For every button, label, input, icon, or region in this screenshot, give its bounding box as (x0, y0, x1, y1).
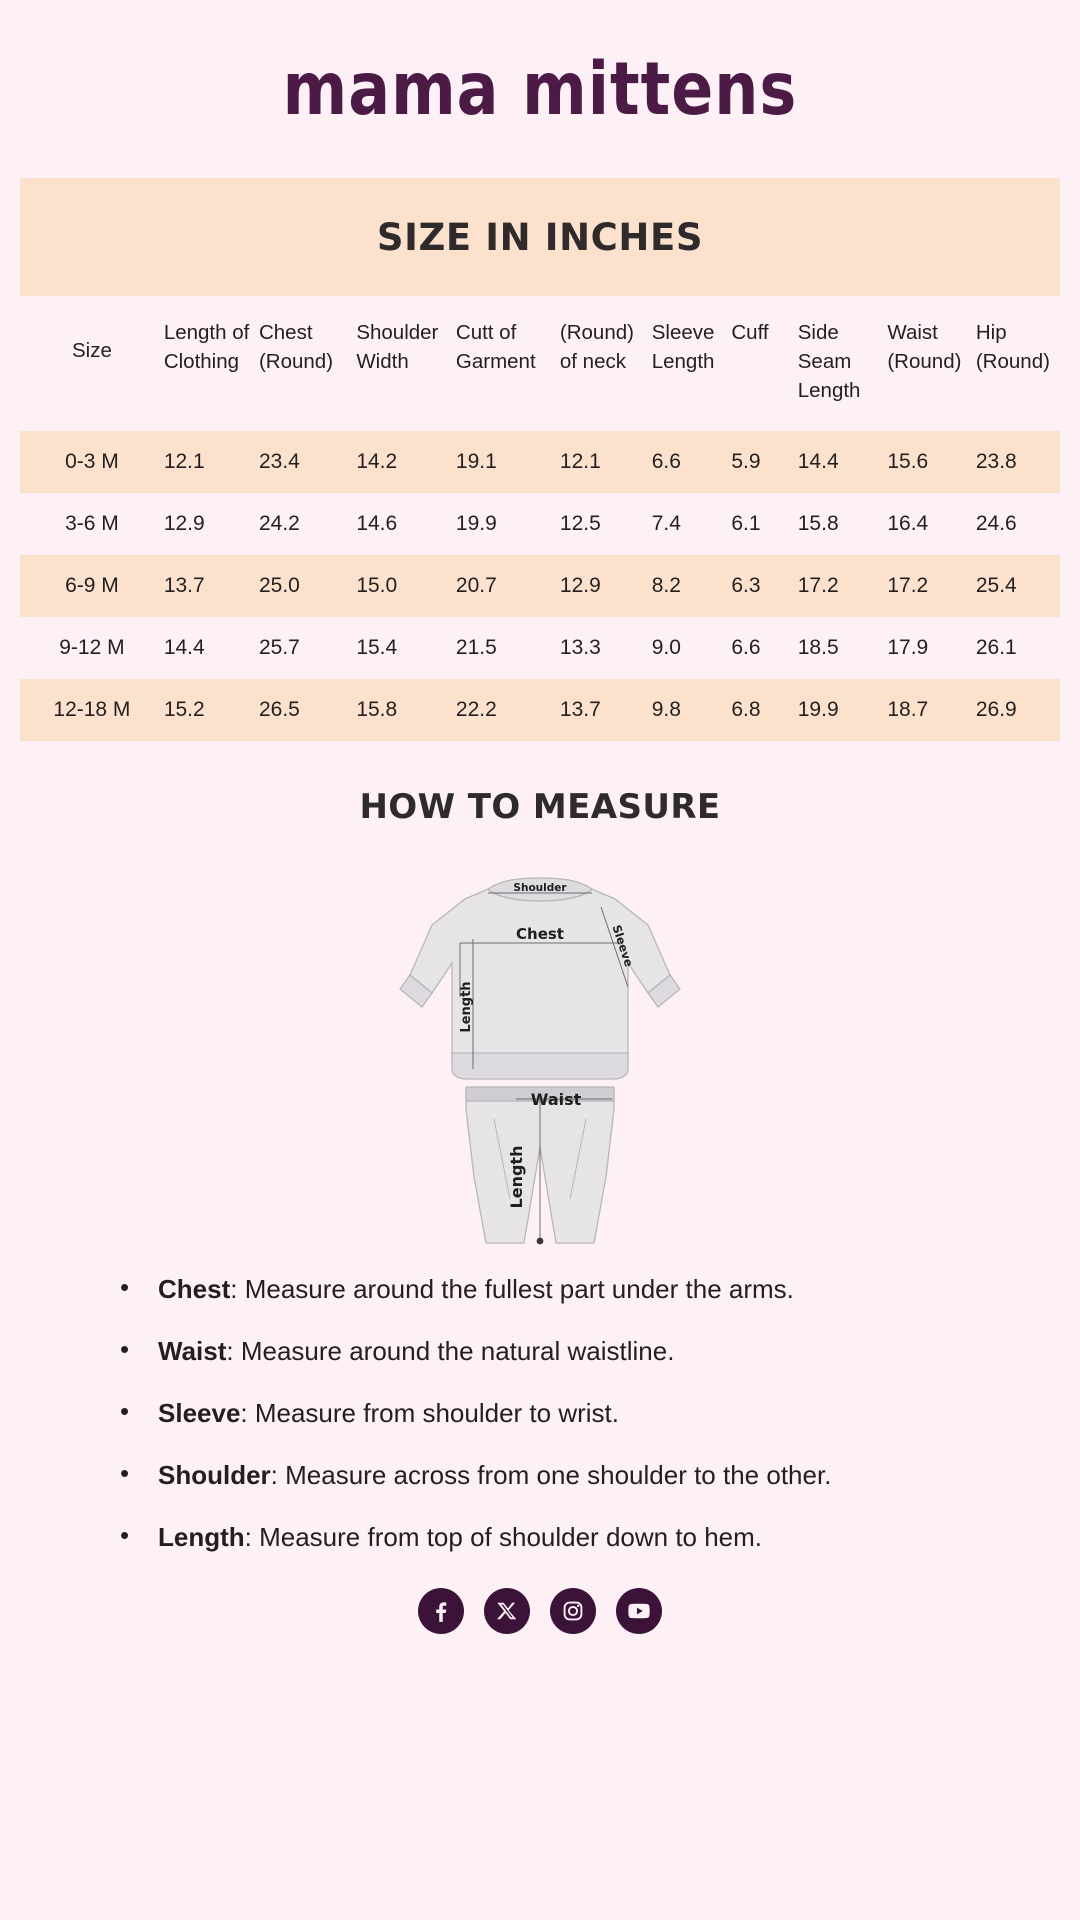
cell-measurement: 25.0 (258, 574, 300, 598)
cell-measurement: 6.6 (651, 450, 681, 474)
x-twitter-icon[interactable] (484, 1588, 530, 1634)
instruction-text: : Measure around the fullest part under the arms. (230, 1274, 794, 1305)
cell-size: 3-6 M (65, 512, 119, 536)
diagram-label-sleeve: Sleeve (609, 923, 637, 969)
cell-measurement: 15.6 (887, 450, 929, 474)
cell-measurement: 8.2 (651, 574, 681, 598)
column-header-chest-round: Chest (Round) (258, 321, 334, 374)
list-item (158, 1521, 1080, 1555)
instruction-term: Waist (158, 1336, 227, 1367)
cell-measurement: 26.1 (975, 636, 1017, 660)
table-row (20, 555, 1060, 617)
cell-measurement: 5.9 (731, 450, 761, 474)
list-item (158, 1335, 1080, 1369)
how-to-measure-title: HOW TO MEASURE (359, 787, 721, 828)
list-item (158, 1459, 1080, 1493)
cell-measurement: 12.1 (163, 450, 205, 474)
cell-measurement: 14.2 (356, 450, 398, 474)
cell-measurement: 12.1 (559, 450, 601, 474)
cell-measurement: 26.5 (258, 698, 300, 722)
instruction-term: Chest (158, 1274, 231, 1305)
cell-measurement: 17.2 (797, 574, 839, 598)
cell-size: 12-18 M (53, 698, 131, 722)
cell-measurement: 14.4 (163, 636, 205, 660)
cell-measurement: 13.3 (559, 636, 601, 660)
cell-measurement: 12.5 (559, 512, 601, 536)
diagram-label-waist: Waist (530, 1090, 582, 1110)
instruction-text: : Measure across from one shoulder to the other. (270, 1459, 832, 1490)
column-header-shoulder-width: Shoulder Width (356, 321, 439, 374)
table-header-row (20, 296, 1060, 431)
cell-size: 0-3 M (65, 450, 119, 474)
cell-measurement: 19.1 (455, 450, 497, 474)
diagram-label-chest: Chest (516, 925, 564, 944)
cell-measurement: 20.7 (455, 574, 497, 598)
cell-measurement: 22.2 (455, 698, 497, 722)
instruction-text: : Measure from shoulder to wrist. (240, 1397, 619, 1428)
instruction-text: : Measure from top of shoulder down to hem. (244, 1521, 763, 1552)
cell-measurement: 6.3 (731, 574, 761, 598)
diagram-label-shoulder: Shoulder (513, 882, 567, 895)
list-item (158, 1273, 1080, 1307)
youtube-icon[interactable] (616, 1588, 662, 1634)
column-header-waist-round: Waist (Round) (887, 321, 962, 374)
cell-measurement: 17.9 (887, 636, 929, 660)
cell-measurement: 6.6 (731, 636, 761, 660)
instruction-term: Length (158, 1521, 245, 1552)
instruction-text: : Measure around the natural waistline. (226, 1336, 675, 1367)
cell-size: 9-12 M (59, 636, 125, 660)
garment-diagram (0, 847, 1080, 1247)
list-item (158, 1397, 1080, 1431)
table-row (20, 679, 1060, 741)
column-header-size: Size (71, 339, 112, 363)
table-row (20, 617, 1060, 679)
cell-measurement: 13.7 (559, 698, 601, 722)
column-header-hip-round: Hip (Round) (975, 321, 1050, 374)
column-header-sleeve-length: Sleeve Length (651, 321, 715, 374)
cell-measurement: 18.7 (887, 698, 929, 722)
cell-measurement: 12.9 (559, 574, 601, 598)
instruction-term: Sleeve (158, 1397, 241, 1428)
instruction-term: Shoulder (158, 1459, 271, 1490)
size-table-wrap (20, 296, 1060, 741)
measure-instructions (0, 1273, 1080, 1554)
size-banner (20, 178, 1060, 296)
cell-measurement: 9.0 (651, 636, 681, 660)
cell-measurement: 6.1 (731, 512, 761, 536)
cell-measurement: 6.8 (731, 698, 761, 722)
page-title: SIZE IN INCHES (376, 215, 704, 259)
table-row (20, 431, 1060, 493)
cell-measurement: 24.6 (975, 512, 1017, 536)
social-links (0, 1588, 1080, 1634)
column-header-side-seam-length: Side Seam Length (797, 321, 861, 403)
cell-measurement: 21.5 (455, 636, 497, 660)
size-table (20, 296, 1060, 741)
brand-logo (0, 0, 1080, 178)
cell-measurement: 17.2 (887, 574, 929, 598)
cell-measurement: 16.4 (887, 512, 929, 536)
garment-illustration-svg (370, 847, 710, 1247)
cell-measurement: 15.8 (797, 512, 839, 536)
table-row (20, 493, 1060, 555)
column-header-cuff: Cuff (731, 321, 769, 344)
instagram-icon[interactable] (550, 1588, 596, 1634)
cell-size: 6-9 M (65, 574, 119, 598)
cell-measurement: 13.7 (163, 574, 205, 598)
cell-measurement: 19.9 (455, 512, 497, 536)
column-header-length-of-clothing: Length of Clothing (163, 321, 250, 374)
facebook-icon[interactable] (418, 1588, 464, 1634)
cell-measurement: 23.8 (975, 450, 1017, 474)
cell-measurement: 15.4 (356, 636, 398, 660)
cell-measurement: 7.4 (651, 512, 681, 536)
diagram-label-pant-length: Length (507, 1145, 526, 1209)
brand-logo-text: mama mittens (282, 45, 798, 132)
cell-measurement: 12.9 (163, 512, 205, 536)
cell-measurement: 15.2 (163, 698, 205, 722)
cell-measurement: 14.4 (797, 450, 839, 474)
cell-measurement: 25.4 (975, 574, 1017, 598)
cell-measurement: 9.8 (651, 698, 681, 722)
cell-measurement: 15.0 (356, 574, 398, 598)
column-header-cutt-of-garment: Cutt of Garment (455, 321, 536, 374)
cell-measurement: 23.4 (258, 450, 300, 474)
diagram-label-top-length: Length (459, 981, 474, 1033)
cell-measurement: 18.5 (797, 636, 839, 660)
cell-measurement: 25.7 (258, 636, 300, 660)
cell-measurement: 26.9 (975, 698, 1017, 722)
column-header-round-of-neck: (Round) of neck (559, 321, 634, 374)
cell-measurement: 15.8 (356, 698, 398, 722)
cell-measurement: 24.2 (258, 512, 300, 536)
cell-measurement: 19.9 (797, 698, 839, 722)
cell-measurement: 14.6 (356, 512, 398, 536)
